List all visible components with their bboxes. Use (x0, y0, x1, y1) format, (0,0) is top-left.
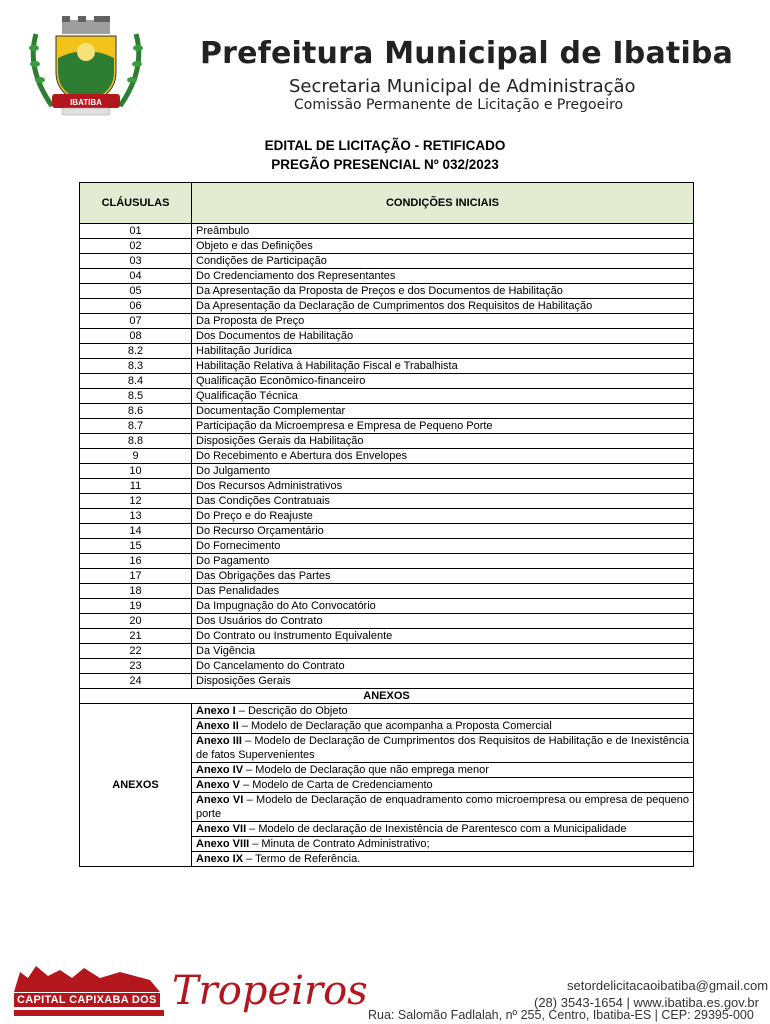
table-row (80, 644, 694, 659)
clause-number: 05 (80, 284, 192, 299)
annex-item (192, 822, 694, 837)
clause-number: 18 (80, 584, 192, 599)
conditions-column-header: CONDIÇÕES INICIAIS (192, 183, 694, 224)
annex-table-body (80, 689, 694, 867)
annex-item-label: Anexo IX (196, 853, 244, 865)
clause-number: 15 (80, 539, 192, 554)
table-header-row (80, 183, 694, 224)
annex-item (192, 734, 694, 763)
annex-item (192, 837, 694, 852)
annex-label-cell: ANEXOS (80, 704, 192, 867)
clause-number: 19 (80, 599, 192, 614)
clause-title: Do Recebimento e Abertura dos Envelopes (192, 449, 694, 464)
clause-title: Da Proposta de Preço (192, 314, 694, 329)
clause-title: Das Condições Contratuais (192, 494, 694, 509)
clause-number: 8.6 (80, 404, 192, 419)
annex-item-label: Anexo V (196, 779, 241, 791)
clause-title: Disposições Gerais (192, 674, 694, 689)
annex-item (192, 719, 694, 734)
clause-title: Do Recurso Orçamentário (192, 524, 694, 539)
clause-title: Disposições Gerais da Habilitação (192, 434, 694, 449)
annex-item (192, 793, 694, 822)
clause-title: Do Preço e do Reajuste (192, 509, 694, 524)
clause-number: 10 (80, 464, 192, 479)
annex-item-text: – Termo de Referência. (243, 853, 361, 865)
table-row (80, 434, 694, 449)
municipality-title: Prefeitura Municipal de Ibatiba (200, 36, 734, 71)
clause-title: Do Pagamento (192, 554, 694, 569)
clause-title: Da Apresentação da Proposta de Preços e dos Documentos de Habilitação (192, 284, 694, 299)
clause-title: Dos Recursos Administrativos (192, 479, 694, 494)
table-row (80, 509, 694, 524)
annex-item-label: Anexo II (196, 720, 239, 732)
table-row (80, 674, 694, 689)
clause-title: Da Impugnação do Ato Convocatório (192, 599, 694, 614)
annex-item-text: – Descrição do Objeto (235, 705, 348, 717)
table-row (80, 464, 694, 479)
table-row (80, 599, 694, 614)
table-row (80, 269, 694, 284)
footer-address: Rua: Salomão Fadlalah, nº 255, Centro, Ibatiba-ES | CEP: 29395-000 (368, 1008, 754, 1022)
table-row (80, 614, 694, 629)
annex-item-label: Anexo VI (196, 794, 244, 806)
annex-section-header: ANEXOS (80, 689, 694, 704)
clause-title: Participação da Microempresa e Empresa de Pequeno Porte (192, 419, 694, 434)
table-row (80, 629, 694, 644)
annex-item-text: – Modelo de Declaração que não emprega menor (243, 764, 489, 776)
clause-title: Do Julgamento (192, 464, 694, 479)
annex-item-label: Anexo I (196, 705, 236, 717)
annex-item-label: Anexo VII (196, 823, 247, 835)
annex-item (192, 852, 694, 867)
crest-banner-text: IBATIBA (70, 98, 102, 107)
annex-item-text: – Modelo de Declaração de enquadramento como microempresa ou empresa de pequeno porte (196, 794, 689, 820)
footer-tropeiros-logo: Tropeiros (172, 968, 368, 1014)
clause-title: Qualificação Econômico-financeiro (192, 374, 694, 389)
clause-title: Do Contrato ou Instrumento Equivalente (192, 629, 694, 644)
clause-number: 06 (80, 299, 192, 314)
clause-number: 24 (80, 674, 192, 689)
clause-number: 21 (80, 629, 192, 644)
table-row (80, 479, 694, 494)
clause-title: Do Fornecimento (192, 539, 694, 554)
table-row (80, 299, 694, 314)
clause-number: 17 (80, 569, 192, 584)
table-row (80, 329, 694, 344)
clause-number: 8.8 (80, 434, 192, 449)
clause-title: Da Apresentação da Declaração de Cumprimentos dos Requisitos de Habilitação (192, 299, 694, 314)
clause-title: Habilitação Relativa à Habilitação Fiscal e Trabalhista (192, 359, 694, 374)
annex-row (80, 704, 694, 719)
clause-number: 8.5 (80, 389, 192, 404)
table-row (80, 389, 694, 404)
clauses-column-header: CLÁUSULAS (80, 183, 192, 224)
municipal-crest-logo (22, 14, 150, 116)
table-row (80, 554, 694, 569)
clause-number: 9 (80, 449, 192, 464)
clause-number: 14 (80, 524, 192, 539)
table-row (80, 659, 694, 674)
clause-title: Qualificação Técnica (192, 389, 694, 404)
table-row (80, 224, 694, 239)
table-row (80, 494, 694, 509)
annex-item-text: – Modelo de Declaração que acompanha a Proposta Comercial (238, 720, 552, 732)
clause-title: Objeto e das Definições (192, 239, 694, 254)
clause-title: Das Penalidades (192, 584, 694, 599)
table-row (80, 239, 694, 254)
annex-header-row (80, 689, 694, 704)
annex-item-text: – Modelo de declaração de Inexistência de Parentesco com a Municipalidade (246, 823, 627, 835)
clause-number: 07 (80, 314, 192, 329)
footer-phone-site: (28) 3543-1654 | www.ibatiba.es.gov.br (534, 995, 759, 1010)
annex-item-label: Anexo IV (196, 764, 244, 776)
table-row (80, 449, 694, 464)
annex-item (192, 763, 694, 778)
table-row (80, 374, 694, 389)
annex-item-text: – Modelo de Carta de Credenciamento (240, 779, 433, 791)
clause-number: 11 (80, 479, 192, 494)
annex-item-text: – Minuta de Contrato Administrativo; (249, 838, 430, 850)
table-row (80, 524, 694, 539)
clause-number: 23 (80, 659, 192, 674)
clause-number: 8.3 (80, 359, 192, 374)
clause-number: 02 (80, 239, 192, 254)
annex-item-label: Anexo VIII (196, 838, 250, 850)
clause-title: Dos Usuários do Contrato (192, 614, 694, 629)
clause-title: Do Credenciamento dos Representantes (192, 269, 694, 284)
table-row (80, 314, 694, 329)
footer-email: setordelicitacaoibatiba@gmail.com (567, 978, 769, 993)
clause-number: 03 (80, 254, 192, 269)
table-row (80, 404, 694, 419)
clause-title: Documentação Complementar (192, 404, 694, 419)
table-row (80, 359, 694, 374)
annex-item-text: – Modelo de Declaração de Cumprimentos dos Requisitos de Habilitação e de Inexistência de fatos Supervenientes (196, 735, 690, 761)
footer-slogan: CAPITAL CAPIXABA DOS (14, 993, 160, 1007)
clauses-table (79, 182, 694, 867)
table-row (80, 344, 694, 359)
clause-number: 8.4 (80, 374, 192, 389)
annex-item (192, 704, 694, 719)
clause-number: 20 (80, 614, 192, 629)
table-row (80, 584, 694, 599)
clause-title: Condições de Participação (192, 254, 694, 269)
clause-number: 16 (80, 554, 192, 569)
clause-number: 12 (80, 494, 192, 509)
table-row (80, 419, 694, 434)
clause-title: Habilitação Jurídica (192, 344, 694, 359)
clause-number: 22 (80, 644, 192, 659)
document-title: EDITAL DE LICITAÇÃO - RETIFICADO (264, 138, 506, 153)
annex-item (192, 778, 694, 793)
clause-number: 04 (80, 269, 192, 284)
table-row (80, 284, 694, 299)
commission-name: Comissão Permanente de Licitação e Pregoeiro (294, 97, 624, 113)
clause-title: Do Cancelamento do Contrato (192, 659, 694, 674)
clause-number: 8.2 (80, 344, 192, 359)
clause-title: Preâmbulo (192, 224, 694, 239)
table-row (80, 539, 694, 554)
clause-title: Da Vigência (192, 644, 694, 659)
clause-title: Dos Documentos de Habilitação (192, 329, 694, 344)
clause-number: 8.7 (80, 419, 192, 434)
clause-number: 13 (80, 509, 192, 524)
clause-title: Das Obrigações das Partes (192, 569, 694, 584)
table-row (80, 569, 694, 584)
table-row (80, 254, 694, 269)
clause-number: 01 (80, 224, 192, 239)
annex-item-label: Anexo III (196, 735, 242, 747)
clause-number: 08 (80, 329, 192, 344)
secretariat-name: Secretaria Municipal de Administração (289, 76, 636, 97)
clauses-table-body (80, 224, 694, 689)
document-subtitle: PREGÃO PRESENCIAL Nº 032/2023 (271, 157, 499, 172)
